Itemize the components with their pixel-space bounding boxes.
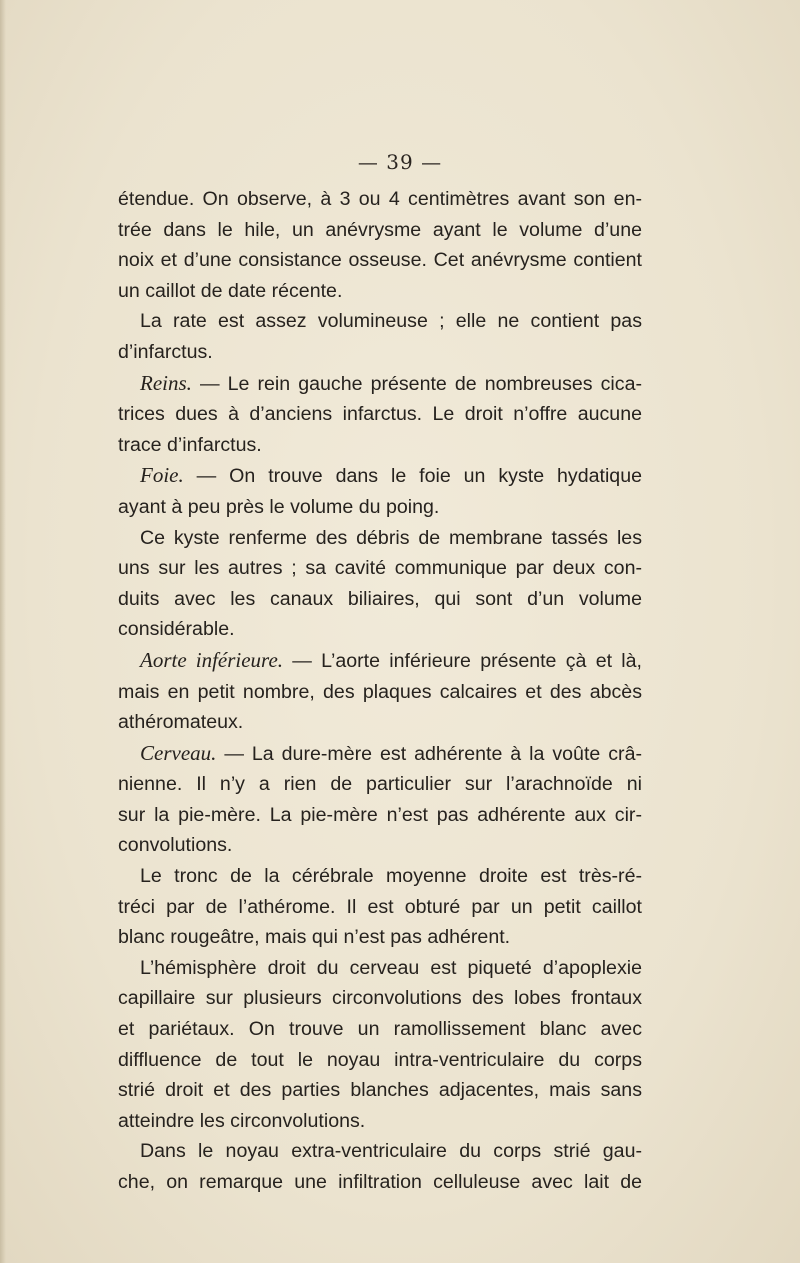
line-text: — La dure-mère est adhérente à la voûte crâ- (216, 742, 642, 765)
text-line: atteindre les circonvolutions. (118, 1109, 366, 1132)
text-line: strié droit et des parties blanches adjacentes, mais sans (118, 1079, 642, 1102)
text-line: che, on remarque une infiltration celluleuse avec lait de (118, 1171, 642, 1193)
text-line: L’hémisphère droit du cerveau est piqueté d’apoplexie (140, 956, 642, 979)
text-line: athéromateux. (118, 711, 244, 734)
text-line: et pariétaux. On trouve un ramollissement blanc avec (118, 1018, 642, 1041)
text-line: étendue. On observe, à 3 ou 4 centimètres avant son en- (118, 188, 642, 210)
text-line (118, 645, 642, 677)
paragraph (118, 523, 642, 645)
text-line: d’infarctus. (118, 340, 213, 363)
paragraph (118, 184, 642, 306)
text-line: un caillot de date récente. (118, 279, 343, 302)
line-text: — Le rein gauche présente de nombreuses cica- (191, 372, 642, 395)
text-line: diffluence de tout le noyau intra-ventriculaire du corps (118, 1048, 642, 1071)
body-text (118, 184, 642, 1198)
text-line: trices dues à d’anciens infarctus. Le droit n’offre aucune (118, 403, 642, 426)
section-heading: Cerveau. (140, 740, 217, 765)
paragraph (118, 368, 642, 461)
section-heading: Reins. (140, 370, 192, 395)
section-heading: Aorte inférieure. (140, 647, 284, 672)
text-line: convolutions. (118, 834, 233, 857)
paragraph (118, 1136, 642, 1197)
section-heading: Foie. (140, 463, 184, 488)
text-line: nienne. Il n’y a rien de particulier sur l’arachnoïde ni (118, 773, 642, 796)
text-line: sur la pie-mère. La pie-mère n’est pas adhérente aux cir- (118, 803, 642, 826)
text-line (118, 460, 642, 492)
text-line: ayant à peu près le volume du poing. (118, 495, 440, 518)
paragraph (118, 953, 642, 1137)
paragraph (118, 645, 642, 738)
text-line: Le tronc de la cérébrale moyenne droite est très-ré- (140, 865, 642, 888)
page-number: — 39 — (357, 150, 443, 174)
paragraph (118, 460, 642, 522)
text-line: mais en petit nombre, des plaques calcaires et des abcès (118, 680, 642, 703)
text-line: Dans le noyau extra-ventriculaire du corps strié gau- (140, 1140, 642, 1163)
text-line: tréci par de l’athérome. Il est obturé par un petit caillot (118, 895, 642, 918)
paragraph (118, 861, 642, 953)
text-line: noix et d’une consistance osseuse. Cet anévrysme contient (118, 249, 642, 272)
text-line: considérable. (118, 618, 235, 641)
text-line: duits avec les canaux biliaires, qui sont d’un volume (118, 587, 642, 610)
paragraph (118, 306, 642, 367)
text-line (118, 368, 642, 400)
text-line: Ce kyste renferme des débris de membrane tassés les (140, 526, 642, 549)
text-line: La rate est assez volumineuse ; elle ne contient pas (140, 310, 642, 333)
text-line: trace d’infarctus. (118, 433, 262, 456)
line-text: — L’aorte inférieure présente çà et là, (283, 649, 642, 672)
text-line: capillaire sur plusieurs circonvolutions des lobes frontaux (118, 987, 642, 1010)
paragraph (118, 738, 642, 861)
text-line: uns sur les autres ; sa cavité communique par deux con- (118, 557, 642, 580)
text-line: blanc rougeâtre, mais qui n’est pas adhérent. (118, 926, 511, 949)
page-edge-shadow (0, 0, 6, 1263)
line-text: — On trouve dans le foie un kyste hydatique (183, 465, 642, 488)
text-line (118, 738, 642, 770)
text-line: trée dans le hile, un anévrysme ayant le volume d’une (118, 218, 642, 241)
